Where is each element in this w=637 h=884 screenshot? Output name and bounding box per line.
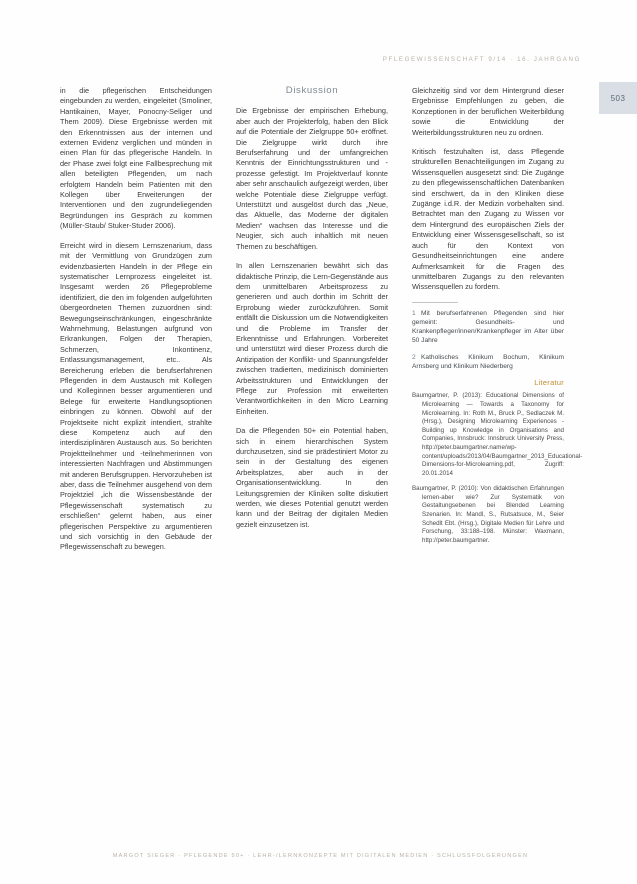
column-right <box>412 86 583 552</box>
paragraph: Gleichzeitig sind vor dem Hintergrund dieser Ergebnisse Empfehlungen zu geben, die Konzeptionen in der beruflichen Weiterbildung sowie die Entwicklung der Weiterbildungsstrukturen neu zu ordnen. <box>412 86 564 137</box>
footnote-2 <box>412 353 564 371</box>
footnote-divider <box>412 302 458 303</box>
paragraph: In allen Lernszenarien bewährt sich das didaktische Prinzip, die Lern-Gegenstände aus dem unmittelbaren Arbeitsprozess zu generieren und auch dorthin im Schritt der Erprobung wieder zurückzuführen. Somit entfällt die Diskussion um die Notwendigkeiten und die Probleme im Transfer der Erkenntnisse und Erfahrungen. Vorbereitet und unterstützt wird dieser Prozess durch die Antizipation der Konflikt- und Spannungsfelder zwischen tradierten, medizinisch dominierten Arbeitsstrukturen und Entwicklungen der Pflege zur Profession mit erweiterten Verantwortlichkeiten in den Micro Learning Einheiten. <box>236 261 388 416</box>
section-title-diskussion: Diskussion <box>285 85 339 96</box>
paragraph: Die Ergebnisse der empirischen Erhebung, aber auch der Projekterfolg, haben den Blick auf die Potentiale der Zielgruppe 50+ eröffnet. Die Zielgruppe wirkt durch ihre Berufserfahrung und der umfangreichen Kenntnis der Einrichtungsstrukturen und -prozesse gefestigt. Im Projektverlauf konnte aber sehr anschaulich aufgezeigt werden, über welche Potentiale diese Zielgruppe verfügt. Unterstützt und ausgelöst durch das „Neue, das Aktuelle, das Moderne der digitalen Medien“ wachsen das Interesse und die Neugier, sich auch inhaltlich mit neuen Themen zu beschäftigen. <box>236 106 388 251</box>
page-footer: MARGOT SIEGER · PFLEGENDE 50+ · LEHR-/LERNKONZEPTE MIT DIGITALEN MEDIEN · SCHLUSSFOLGERUNGEN <box>112 853 529 859</box>
footnote-text: Mit berufserfahrenen Pflegenden sind hier gemeint: Gesundheits- und Krankenpfleger/innen/Krankenpfleger im Alter über 50 Jahre <box>412 309 564 345</box>
literature-heading: Literatur <box>534 377 564 387</box>
paragraph: Erreicht wird in diesem Lernszenarium, dass mit der Vermittlung von Grundzügen zum evidenzbasierten Handeln in der Pflege ein systematischer Lernprozess eingeleitet ist. Insgesamt werden 26 Pflegeprobleme identifiziert, die den im folgenden aufgeführten übergeordneten Themen zuzuordnen sind: Bewegungseinschränkungen, eingeschränkte Wahrnehmung, Belastungen aufgrund von Erkrankungen, Folgen der Therapien, Schmerzen, Inkontinenz, Entlassungsmanagement, etc.. Als Bereicherung erleben die berufserfahrenen Pflegenden in dem Austausch mit Kollegen und Kolleginnen besser argumentieren und Belege für erweiterte Handlungsoptionen einbringen zu können. Obwohl auf der Projektseite nicht explizit intendiert, strahlte diese Kompetenz auch auf den interdisziplinären Austausch aus. So berichten Projektteilnehmer und -teilnehmerinnen von interessierten Nachfragen und Abstimmungen mit anderen Berufsgruppen. Hervorzuheben ist aber, dass die Teilnehmer ausgehend von dem Projektziel „ich die Wissensbestände der Pflegewissenschaft systematisch zu erschließen“ gelernt haben, aus einer pflegerischen Perspektive zu argumentieren und sich vorsichtig in den Gebäude der Pflegewissenschaft zu bewegen. <box>60 240 212 552</box>
footnote-marker: 2 <box>412 353 416 361</box>
page-number-tab: 503 <box>599 82 637 114</box>
literature-entry: Baumgartner, P. (2010): Von didaktischen Erfahrungen lernen-aber wie? Zur Systematik von Gestaltungsebenen bei Blended Learning Szenarien. In: Mandl, S., Rutsatsuce, M., Seier Schedlt Ebt. (Hrsg.), Digitale Medien für Lehre und Forschung, 33:188–198. Münster: Waxmann, http://peter.baumgartner. <box>412 485 564 544</box>
footnote-text: Katholisches Klinikum Bochum, Klinikum Arnsberg und Klinikum Niederberg <box>412 353 564 370</box>
running-head: PFLEGEWISSENSCHAFT 9/14 · 16. JAHRGANG <box>382 56 581 63</box>
footnote-marker: 1 <box>412 309 416 317</box>
literature-entry: Baumgartner, P. (2013): Educational Dimensions of Microlearning — Towards a Taxonomy for Microlearning. In: Roth M., Bruck P., Sedlaczek M. (Hrsg.), Designing Microlearning Experiences - Building up Knowledge in Organisations and Companies, Innsbruck: Innsbruck University Press, http://peter.baumgartner.name/wp-content/uploads/2013/04/Baumgartner_2013_Educational-Dimensions-for-Microlearning.pdf, Zugriff: 20.01.2014 <box>412 392 583 477</box>
paragraph: in die pflegerischen Entscheidungen eingebunden zu werden, eingeleitet (Smoliner, Hantikainen, Mayer, Ponocny-Seliger und Them 2009). Diese Ergebnisse werden mit den Erkenntnissen aus der internen und externen Evidenz verglichen und münden in einen Plan für das pflegerische Handeln. In der Phase zwei folgt eine Fallbesprechung mit allen beteiligten Pflegenden, um nach erfolgtem Handeln beim Patienten mit den Kollegen über Erweiterungen der Interventionen und den zugrundeliegenden Begründungen ins Gespräch zu kommen (Müller-Staub/ Stuker-Studer 2006). <box>60 86 212 231</box>
paragraph: Kritisch festzuhalten ist, dass Pflegende strukturellen Benachteiligungen im Zugang zu Wissensquellen ausgesetzt sind: Die Zugänge zu den pflegewissenschaftlichen Datenbanken sind erschwert, da in den Kliniken diese Zugänge i.d.R. der Medizin vorbehalten sind. Betrachtet man den Zugang zu Wissen vor dem Hintergrund des europäischen Ziels der Entwicklung einer Wissensgesellschaft, so ist auch für den Kontext von Gesundheitseinrichtungen eine andere Aufmerksamkeit für die Fragen des unmittelbaren Zugangs zu den relevanten Wissensquellen zu fordern. <box>412 147 564 292</box>
column-middle <box>236 86 388 539</box>
paragraph: Da die Pflegenden 50+ ein Potential haben, sich in einem hierarchischen System durchzusetzen, sind sie prädestiniert Motor zu sein in der Gestaltung des eigenen Arbeitsplatzes, aber auch in der Organisationsentwicklung. In den Leitungsgremien der Kliniken sollte diskutiert werden, wie dieses Potential genutzt werden kann und der Beitrag der digitalen Medien gezielt einzusetzen ist. <box>236 426 388 529</box>
footnote-1 <box>412 309 564 346</box>
column-left <box>60 86 212 562</box>
